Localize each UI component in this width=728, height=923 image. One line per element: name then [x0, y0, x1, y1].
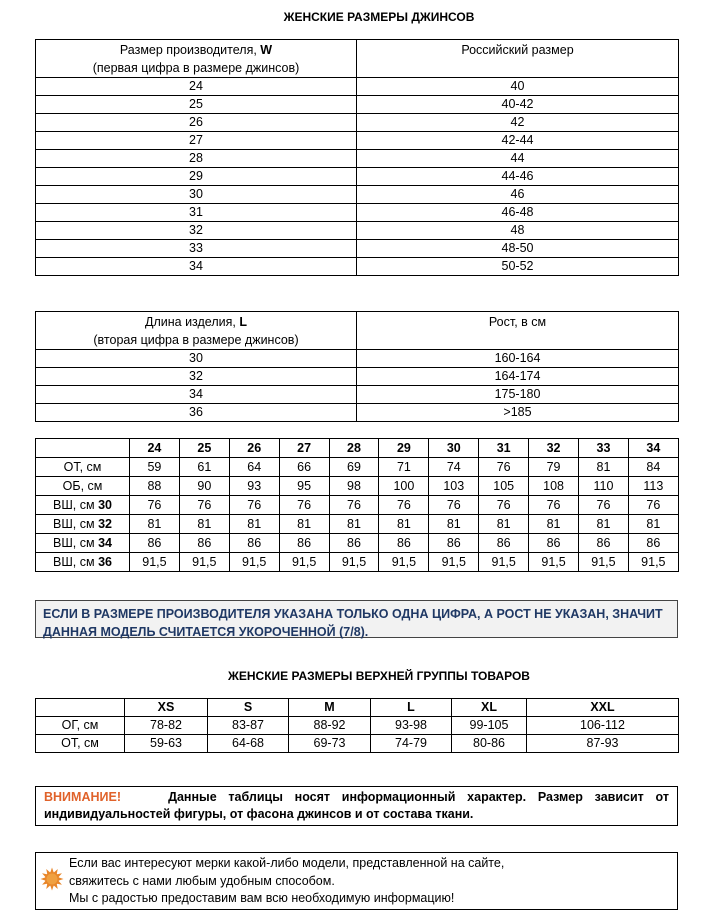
waist-cell-left: 31 [36, 204, 357, 222]
measure-row-label-bold: 32 [98, 517, 112, 531]
waist-cell-left: 28 [36, 150, 357, 168]
notice-text: ЕСЛИ В РАЗМЕРЕ ПРОИЗВОДИТЕЛЯ УКАЗАНА ТОЛЬКО ОДНА ЦИФРА, А РОСТ НЕ УКАЗАН, ЗНАЧИТ ДАННАЯ МОДЕЛЬ СЧИТАЕТСЯ УКОРОЧЕННОЙ (7/8). [43, 607, 663, 639]
measure-cell: 91,5 [628, 553, 678, 572]
measure-cell: 81 [529, 515, 579, 534]
measure-cell: 113 [628, 477, 678, 496]
measure-cell: 81 [628, 515, 678, 534]
tops-cell: 106-112 [527, 717, 679, 735]
length-size-table [35, 311, 679, 422]
waist-cell-right: 48 [357, 222, 679, 240]
measure-cell: 66 [279, 458, 329, 477]
measure-cell: 76 [130, 496, 180, 515]
length-header-right: Рост, в см [357, 312, 679, 350]
tops-cell: 93-98 [371, 717, 452, 735]
measure-cell: 76 [479, 496, 529, 515]
tops-col-header: S [208, 699, 289, 717]
measure-cell: 105 [479, 477, 529, 496]
tops-cell: 69-73 [289, 735, 371, 753]
measure-cell: 91,5 [579, 553, 629, 572]
waist-cell-left: 27 [36, 132, 357, 150]
measurements-corner-cell [36, 439, 130, 458]
measure-cell: 81 [329, 515, 379, 534]
tops-cell: 87-93 [527, 735, 679, 753]
measure-col-header: 26 [229, 439, 279, 458]
measure-cell: 76 [229, 496, 279, 515]
measure-cell: 76 [179, 496, 229, 515]
measure-col-header: 32 [529, 439, 579, 458]
measure-cell: 86 [529, 534, 579, 553]
measure-row-label-text: ОТ, см [63, 460, 102, 474]
waist-row [36, 114, 679, 132]
waist-row [36, 96, 679, 114]
waist-row [36, 150, 679, 168]
waist-cell-left: 32 [36, 222, 357, 240]
measure-cell: 91,5 [179, 553, 229, 572]
sun-icon [40, 867, 64, 891]
measure-row-label [36, 534, 130, 553]
waist-cell-left: 34 [36, 258, 357, 276]
measure-row-label-text: ВШ, см [53, 555, 95, 569]
measure-col-header: 31 [479, 439, 529, 458]
measure-row-label-bold: 36 [98, 555, 112, 569]
measure-cell: 86 [479, 534, 529, 553]
measure-row-label [36, 553, 130, 572]
tops-col-header: XS [125, 699, 208, 717]
measure-row [36, 534, 679, 553]
measure-cell: 76 [329, 496, 379, 515]
tops-col-header: XL [452, 699, 527, 717]
jeans-sizes-title: ЖЕНСКИЕ РАЗМЕРЫ ДЖИНСОВ [283, 10, 475, 24]
measure-row-label [36, 477, 130, 496]
measure-col-header: 33 [579, 439, 629, 458]
measure-cell: 86 [329, 534, 379, 553]
waist-cell-left: 25 [36, 96, 357, 114]
tops-size-table [35, 698, 679, 753]
measure-cell: 81 [130, 515, 180, 534]
tops-sizes-title: ЖЕНСКИЕ РАЗМЕРЫ ВЕРХНЕЙ ГРУППЫ ТОВАРОВ [228, 669, 530, 683]
length-row [36, 386, 679, 404]
tops-cell: 59-63 [125, 735, 208, 753]
length-header-left-bold: L [239, 315, 247, 329]
measure-row-label [36, 458, 130, 477]
measure-cell: 76 [579, 496, 629, 515]
measure-cell: 81 [179, 515, 229, 534]
measure-cell: 91,5 [379, 553, 429, 572]
length-cell-left: 34 [36, 386, 357, 404]
waist-row [36, 186, 679, 204]
tops-cell: 78-82 [125, 717, 208, 735]
waist-cell-left: 26 [36, 114, 357, 132]
measure-cell: 76 [628, 496, 678, 515]
waist-row [36, 204, 679, 222]
measure-cell: 88 [130, 477, 180, 496]
measure-cell: 76 [429, 496, 479, 515]
measure-cell: 81 [229, 515, 279, 534]
measure-cell: 81 [579, 458, 629, 477]
measure-cell: 91,5 [329, 553, 379, 572]
waist-header-right: Российский размер [357, 40, 679, 78]
measure-cell: 86 [379, 534, 429, 553]
measure-row [36, 515, 679, 534]
length-row [36, 404, 679, 422]
waist-row [36, 258, 679, 276]
measure-cell: 86 [628, 534, 678, 553]
measure-cell: 71 [379, 458, 429, 477]
measure-cell: 81 [279, 515, 329, 534]
waist-cell-right: 42-44 [357, 132, 679, 150]
tops-row-label: ОТ, см [36, 735, 125, 753]
measure-cell: 86 [130, 534, 180, 553]
measure-cell: 91,5 [429, 553, 479, 572]
tops-cell: 80-86 [452, 735, 527, 753]
measure-cell: 91,5 [130, 553, 180, 572]
waist-header-left-text: Размер производителя, [119, 43, 257, 57]
measure-cell: 74 [429, 458, 479, 477]
measure-row [36, 496, 679, 515]
measure-cell: 91,5 [529, 553, 579, 572]
measure-cell: 81 [429, 515, 479, 534]
tops-cell: 99-105 [452, 717, 527, 735]
tops-cell: 88-92 [289, 717, 371, 735]
contact-line-1: Если вас интересуют мерки какой-либо модели, представленной на сайте, [69, 856, 505, 870]
measure-col-header: 28 [329, 439, 379, 458]
length-cell-right: 164-174 [357, 368, 679, 386]
measure-cell: 86 [179, 534, 229, 553]
waist-row [36, 132, 679, 150]
warning-box [35, 786, 678, 826]
measure-row [36, 477, 679, 496]
measurements-table [35, 438, 679, 572]
measure-col-header: 30 [429, 439, 479, 458]
measure-cell: 76 [379, 496, 429, 515]
tops-cell: 83-87 [208, 717, 289, 735]
length-header-left-sub: (вторая цифра в размере джинсов) [93, 333, 299, 347]
measure-col-header: 27 [279, 439, 329, 458]
measure-row-label-bold: 30 [98, 498, 112, 512]
waist-cell-left: 33 [36, 240, 357, 258]
measure-cell: 86 [279, 534, 329, 553]
waist-header-left [36, 40, 357, 78]
length-cell-right: 160-164 [357, 350, 679, 368]
waist-cell-left: 30 [36, 186, 357, 204]
length-header-left-text: Длина изделия, [145, 315, 236, 329]
measure-cell: 81 [379, 515, 429, 534]
warning-text: Данные таблицы носят информационный характер. Размер зависит от индивидуальностей фигуры, от фасона джинсов и от состава ткани. [44, 790, 669, 821]
measure-cell: 69 [329, 458, 379, 477]
measure-row-label [36, 496, 130, 515]
tops-cell: 74-79 [371, 735, 452, 753]
waist-cell-left: 29 [36, 168, 357, 186]
measure-cell: 93 [229, 477, 279, 496]
measure-row-label-text: ВШ, см [53, 517, 95, 531]
measure-cell: 86 [429, 534, 479, 553]
measure-col-header: 25 [179, 439, 229, 458]
measure-row-label-text: ВШ, см [53, 536, 95, 550]
contact-box [35, 852, 678, 910]
measure-row-label-text: ВШ, см [53, 498, 95, 512]
measure-cell: 108 [529, 477, 579, 496]
waist-cell-right: 42 [357, 114, 679, 132]
length-cell-left: 36 [36, 404, 357, 422]
length-cell-left: 32 [36, 368, 357, 386]
waist-header-left-bold: W [260, 43, 273, 57]
tops-corner-cell [36, 699, 125, 717]
waist-cell-right: 50-52 [357, 258, 679, 276]
length-row [36, 350, 679, 368]
shortened-model-notice [35, 600, 678, 638]
measure-cell: 76 [279, 496, 329, 515]
waist-size-table [35, 39, 679, 276]
length-row [36, 368, 679, 386]
waist-cell-right: 44 [357, 150, 679, 168]
warning-label: ВНИМАНИЕ! [44, 790, 121, 804]
measure-col-header: 29 [379, 439, 429, 458]
waist-cell-right: 40 [357, 78, 679, 96]
measure-cell: 84 [628, 458, 678, 477]
contact-line-2: свяжитесь с нами любым удобным способом. [69, 873, 335, 888]
waist-cell-left: 24 [36, 78, 357, 96]
measure-cell: 110 [579, 477, 629, 496]
measure-cell: 79 [529, 458, 579, 477]
measure-cell: 90 [179, 477, 229, 496]
measure-cell: 59 [130, 458, 180, 477]
measure-row [36, 458, 679, 477]
measure-row-label-text: ОБ, см [62, 479, 103, 493]
waist-row [36, 168, 679, 186]
measure-col-header: 24 [130, 439, 180, 458]
waist-cell-right: 48-50 [357, 240, 679, 258]
tops-row [36, 735, 679, 753]
length-cell-right: 175-180 [357, 386, 679, 404]
measure-cell: 81 [579, 515, 629, 534]
measure-cell: 86 [579, 534, 629, 553]
waist-row [36, 222, 679, 240]
measure-cell: 103 [429, 477, 479, 496]
measure-row-label-bold: 34 [98, 536, 112, 550]
waist-row [36, 240, 679, 258]
measure-cell: 76 [529, 496, 579, 515]
measure-cell: 91,5 [479, 553, 529, 572]
waist-cell-right: 44-46 [357, 168, 679, 186]
waist-cell-right: 46-48 [357, 204, 679, 222]
measure-row [36, 553, 679, 572]
measure-cell: 100 [379, 477, 429, 496]
measure-cell: 95 [279, 477, 329, 496]
measure-cell: 64 [229, 458, 279, 477]
length-cell-right: >185 [357, 404, 679, 422]
length-header-left [36, 312, 357, 350]
tops-row-label: ОГ, см [36, 717, 125, 735]
measure-cell: 98 [329, 477, 379, 496]
tops-cell: 64-68 [208, 735, 289, 753]
waist-header-left-sub: (первая цифра в размере джинсов) [92, 61, 300, 75]
measure-cell: 91,5 [229, 553, 279, 572]
tops-col-header: L [371, 699, 452, 717]
tops-col-header: XXL [527, 699, 679, 717]
measure-cell: 91,5 [279, 553, 329, 572]
measure-col-header: 34 [628, 439, 678, 458]
waist-row [36, 78, 679, 96]
contact-line-3: Мы с радостью предоставим вам всю необходимую информацию! [69, 891, 455, 905]
measure-cell: 81 [479, 515, 529, 534]
measure-cell: 86 [229, 534, 279, 553]
waist-cell-right: 40-42 [357, 96, 679, 114]
measure-cell: 76 [479, 458, 529, 477]
measure-cell: 61 [179, 458, 229, 477]
length-cell-left: 30 [36, 350, 357, 368]
measure-row-label [36, 515, 130, 534]
tops-row [36, 717, 679, 735]
tops-col-header: M [289, 699, 371, 717]
waist-cell-right: 46 [357, 186, 679, 204]
